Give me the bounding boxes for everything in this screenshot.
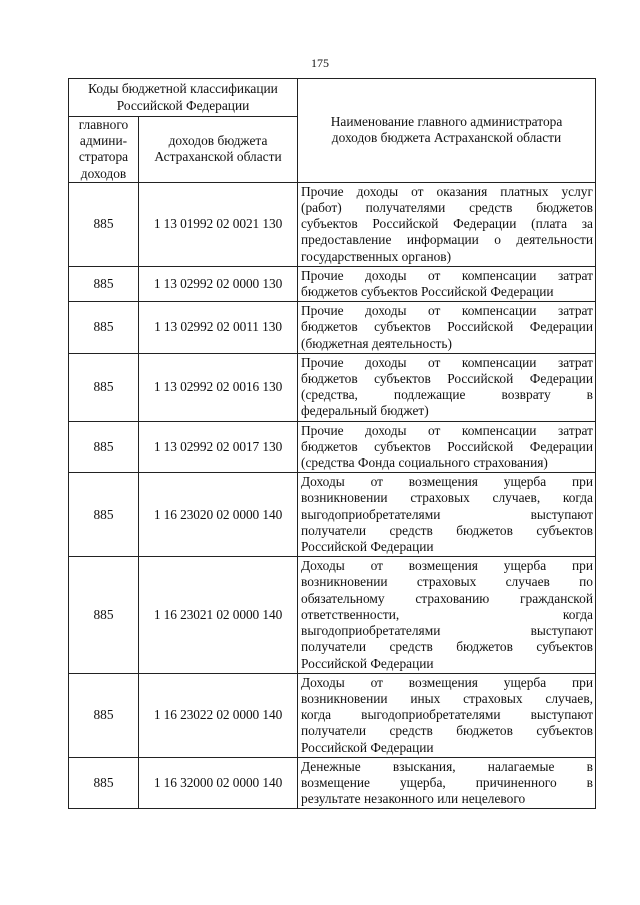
table-row xyxy=(69,473,596,557)
description-line: возмещение ущерба, причиненного в xyxy=(301,774,593,790)
table-row xyxy=(69,673,596,757)
description-line: ответственности, когда xyxy=(301,606,593,622)
description-line: Доходы от возмещения ущерба при xyxy=(301,558,593,574)
admin-code-cell: 885 xyxy=(69,182,139,266)
table-row xyxy=(69,757,596,809)
table-row xyxy=(69,182,596,266)
description-line: получатели средств бюджетов субъектов xyxy=(301,723,593,739)
admin-code-cell: 885 xyxy=(69,266,139,301)
budget-classification-table xyxy=(68,78,596,809)
description-line: возникновении страховых случаев по xyxy=(301,574,593,590)
header-income-code: доходов бюджета Астраханской области xyxy=(139,117,298,183)
income-code-cell: 1 16 23020 02 0000 140 xyxy=(139,473,298,557)
header-codes-group: Коды бюджетной классификации Российской Федерации xyxy=(69,79,298,117)
description-line: обязательному страхованию гражданской xyxy=(301,590,593,606)
description-line: субъектов Российской Федерации (плата за xyxy=(301,216,593,232)
income-code-cell: 1 13 02992 02 0000 130 xyxy=(139,266,298,301)
description-line: Прочие доходы от компенсации затрат xyxy=(301,267,593,283)
description-line: предоставление информации о деятельности xyxy=(301,232,593,248)
income-code-cell: 1 13 01992 02 0021 130 xyxy=(139,182,298,266)
description-line: Доходы от возмещения ущерба при xyxy=(301,674,593,690)
description-line: бюджетов субъектов Российской Федерации xyxy=(301,438,593,454)
description-cell xyxy=(298,673,596,757)
description-line: Прочие доходы от компенсации затрат xyxy=(301,354,593,370)
admin-code-cell: 885 xyxy=(69,473,139,557)
description-line: (бюджетная деятельность) xyxy=(301,335,452,351)
table-row xyxy=(69,302,596,354)
description-line: государственных органов) xyxy=(301,248,452,264)
description-line: (средства, подлежащие возврату в xyxy=(301,387,593,403)
header-admin-code: главного админи-стратора доходов xyxy=(69,117,139,183)
income-code-cell: 1 13 02992 02 0017 130 xyxy=(139,421,298,473)
description-line: Российской Федерации xyxy=(301,739,434,755)
income-code-cell: 1 16 23021 02 0000 140 xyxy=(139,557,298,673)
description-cell xyxy=(298,757,596,809)
admin-code-cell: 885 xyxy=(69,353,139,421)
description-line: возникновении страховых случаев, когда xyxy=(301,490,593,506)
description-line: возникновении иных страховых случаев, xyxy=(301,690,593,706)
description-line: результате незаконного или нецелевого xyxy=(301,791,526,807)
description-cell xyxy=(298,353,596,421)
description-line: Российской Федерации xyxy=(301,539,434,555)
admin-code-cell: 885 xyxy=(69,757,139,809)
description-line: получатели средств бюджетов субъектов xyxy=(301,522,593,538)
description-cell xyxy=(298,182,596,266)
description-cell xyxy=(298,302,596,354)
admin-code-cell: 885 xyxy=(69,673,139,757)
description-cell xyxy=(298,421,596,473)
description-line: Прочие доходы от компенсации затрат xyxy=(301,303,593,319)
description-line: выгодоприобретателями выступают xyxy=(301,623,593,639)
description-line: бюджетов субъектов Российской Федерации xyxy=(301,371,593,387)
admin-code-cell: 885 xyxy=(69,557,139,673)
income-code-cell: 1 13 02992 02 0016 130 xyxy=(139,353,298,421)
table-row xyxy=(69,421,596,473)
table-row xyxy=(69,353,596,421)
description-line: Доходы от возмещения ущерба при xyxy=(301,474,593,490)
description-cell xyxy=(298,473,596,557)
description-cell xyxy=(298,266,596,301)
header-administrator-name: Наименование главного администратора доходов бюджета Астраханской области xyxy=(298,79,596,183)
description-line: бюджетов субъектов Российской Федерации xyxy=(301,319,593,335)
description-line: Денежные взыскания, налагаемые в xyxy=(301,758,593,774)
income-code-cell: 1 16 23022 02 0000 140 xyxy=(139,673,298,757)
description-cell xyxy=(298,557,596,673)
table-header-row xyxy=(69,79,596,117)
description-line: Российской Федерации xyxy=(301,655,434,671)
page-number: 175 xyxy=(311,56,329,70)
description-line: когда выгодоприобретателями выступают xyxy=(301,707,593,723)
description-line: выгодоприобретателями выступают xyxy=(301,506,593,522)
admin-code-cell: 885 xyxy=(69,421,139,473)
description-line: (работ) получателями средств бюджетов xyxy=(301,200,593,216)
description-line: Прочие доходы от оказания платных услуг xyxy=(301,183,593,199)
description-line: получатели средств бюджетов субъектов xyxy=(301,639,593,655)
table-row xyxy=(69,557,596,673)
table-row xyxy=(69,266,596,301)
income-code-cell: 1 13 02992 02 0011 130 xyxy=(139,302,298,354)
description-line: (средства Фонда социального страхования) xyxy=(301,455,548,471)
table-body xyxy=(69,182,596,809)
income-code-cell: 1 16 32000 02 0000 140 xyxy=(139,757,298,809)
admin-code-cell: 885 xyxy=(69,302,139,354)
description-line: бюджетов субъектов Российской Федерации xyxy=(301,284,554,300)
description-line: федеральный бюджет) xyxy=(301,403,429,419)
description-line: Прочие доходы от компенсации затрат xyxy=(301,422,593,438)
